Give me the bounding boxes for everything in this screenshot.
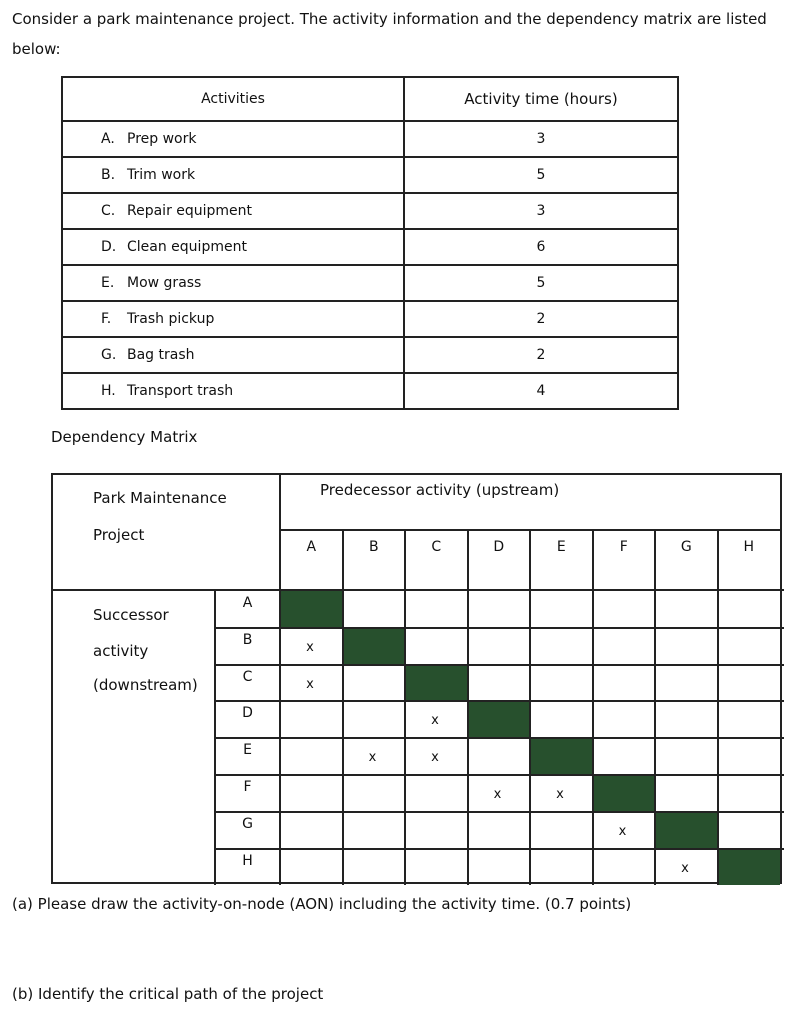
grid-line bbox=[342, 529, 344, 885]
successor-label-line1: Successor bbox=[93, 606, 169, 624]
column-header-a: A bbox=[306, 539, 317, 555]
activity-table-header bbox=[62, 77, 678, 121]
activity-time-cell: 3 bbox=[404, 193, 678, 229]
dependency-mark: x bbox=[681, 860, 689, 876]
grid-line bbox=[215, 774, 784, 776]
activity-row bbox=[62, 373, 678, 409]
column-header-b: B bbox=[368, 539, 379, 555]
grid-line bbox=[215, 627, 784, 629]
dependency-mark: x bbox=[306, 639, 314, 655]
activity-letter: E. bbox=[101, 275, 115, 291]
grid-line bbox=[215, 848, 784, 850]
activity-letter: D. bbox=[101, 239, 117, 255]
row-label-h: H bbox=[242, 852, 253, 869]
activity-letter: H. bbox=[101, 383, 116, 399]
activity-name-cell bbox=[62, 337, 404, 373]
dependency-matrix-title: Dependency Matrix bbox=[51, 428, 198, 446]
dependency-mark: x bbox=[306, 676, 314, 692]
activity-letter: F. bbox=[101, 311, 112, 327]
activity-name-cell bbox=[62, 301, 404, 337]
dependency-matrix bbox=[51, 473, 782, 884]
activity-name: Prep work bbox=[127, 131, 197, 147]
project-label-line1: Park Maintenance bbox=[93, 489, 227, 507]
dependency-mark: x bbox=[431, 750, 439, 766]
row-label-c: C bbox=[242, 668, 253, 685]
dependency-mark: x bbox=[493, 787, 502, 802]
dependency-mark: x bbox=[368, 750, 377, 766]
activity-letter: G. bbox=[101, 347, 117, 363]
row-label-a: A bbox=[242, 595, 253, 611]
activity-time-cell: 5 bbox=[404, 157, 678, 193]
activity-name-cell bbox=[62, 265, 404, 301]
row-label-e: E bbox=[243, 742, 252, 759]
activity-name: Transport trash bbox=[127, 383, 234, 399]
activity-name: Repair equipment bbox=[127, 203, 253, 219]
activity-name-cell bbox=[62, 373, 404, 409]
row-label-d: D bbox=[242, 705, 253, 722]
grid-line bbox=[215, 700, 784, 702]
diagonal-cell bbox=[718, 849, 781, 886]
header-activities: Activities bbox=[62, 77, 404, 121]
diagonal-cell bbox=[593, 775, 656, 812]
grid-line bbox=[280, 529, 780, 531]
dependency-mark: x bbox=[431, 713, 439, 729]
column-header-h: H bbox=[743, 539, 755, 555]
grid-line bbox=[215, 664, 784, 666]
diagonal-cell bbox=[468, 701, 531, 738]
row-label-f: F bbox=[243, 779, 252, 795]
successor-label-line2: activity bbox=[93, 642, 149, 660]
grid-line bbox=[467, 529, 469, 885]
activity-time-cell: 4 bbox=[404, 373, 678, 409]
dependency-mark: x bbox=[618, 823, 627, 839]
activity-name-cell bbox=[62, 121, 404, 157]
activity-time-cell: 2 bbox=[404, 337, 678, 373]
diagonal-cell bbox=[343, 628, 406, 665]
row-label-b: B bbox=[242, 631, 253, 648]
grid-line bbox=[215, 811, 784, 813]
grid-line bbox=[215, 737, 784, 739]
activity-name-cell bbox=[62, 157, 404, 193]
activity-name-cell bbox=[62, 229, 404, 265]
grid-line bbox=[529, 529, 531, 885]
question-a: (a) Please draw the activity-on-node (AON) including the activity time. (0.7 points) bbox=[12, 895, 632, 913]
grid-line bbox=[404, 529, 406, 885]
diagonal-cell bbox=[405, 665, 468, 702]
activity-row bbox=[62, 121, 678, 157]
activity-name: Clean equipment bbox=[127, 239, 247, 255]
successor-label-line3: (downstream) bbox=[93, 676, 198, 694]
intro-paragraph: Consider a park maintenance project. The activity information and the dependency matrix are listed below: bbox=[12, 10, 767, 58]
column-header-f: F bbox=[619, 539, 628, 555]
activity-name: Trash pickup bbox=[127, 311, 215, 327]
grid-line bbox=[717, 529, 719, 885]
activity-name: Bag trash bbox=[127, 347, 195, 363]
predecessor-header: Predecessor activity (upstream) bbox=[320, 481, 560, 499]
grid-line bbox=[592, 529, 594, 885]
column-header-g: G bbox=[680, 539, 692, 555]
column-header-c: C bbox=[431, 539, 442, 555]
diagonal-cell bbox=[530, 738, 593, 775]
activity-time-cell: 5 bbox=[404, 265, 678, 301]
dependency-mark: x bbox=[556, 787, 564, 802]
activity-row bbox=[62, 265, 678, 301]
activity-row bbox=[62, 193, 678, 229]
project-label-line2: Project bbox=[93, 526, 145, 544]
activity-letter: C. bbox=[101, 203, 116, 219]
activity-row bbox=[62, 301, 678, 337]
grid-line bbox=[654, 529, 656, 885]
header-activity-time: Activity time (hours) bbox=[404, 77, 678, 121]
question-b: (b) Identify the critical path of the project bbox=[12, 985, 324, 1003]
activity-row bbox=[62, 337, 678, 373]
diagonal-cell bbox=[655, 812, 718, 849]
activity-time-cell: 3 bbox=[404, 121, 678, 157]
column-header-d: D bbox=[493, 539, 505, 555]
activity-row bbox=[62, 157, 678, 193]
activity-time-cell: 2 bbox=[404, 301, 678, 337]
row-label-g: G bbox=[242, 815, 253, 832]
activity-row bbox=[62, 229, 678, 265]
activity-name: Trim work bbox=[127, 167, 196, 183]
activity-name: Mow grass bbox=[127, 275, 202, 291]
column-header-e: E bbox=[556, 539, 566, 555]
activity-table bbox=[61, 76, 679, 410]
grid-line bbox=[53, 589, 784, 591]
activity-letter: B. bbox=[101, 167, 116, 183]
diagonal-cell bbox=[280, 591, 343, 628]
activity-name-cell bbox=[62, 193, 404, 229]
activity-letter: A. bbox=[101, 131, 115, 147]
activity-time-cell: 6 bbox=[404, 229, 678, 265]
